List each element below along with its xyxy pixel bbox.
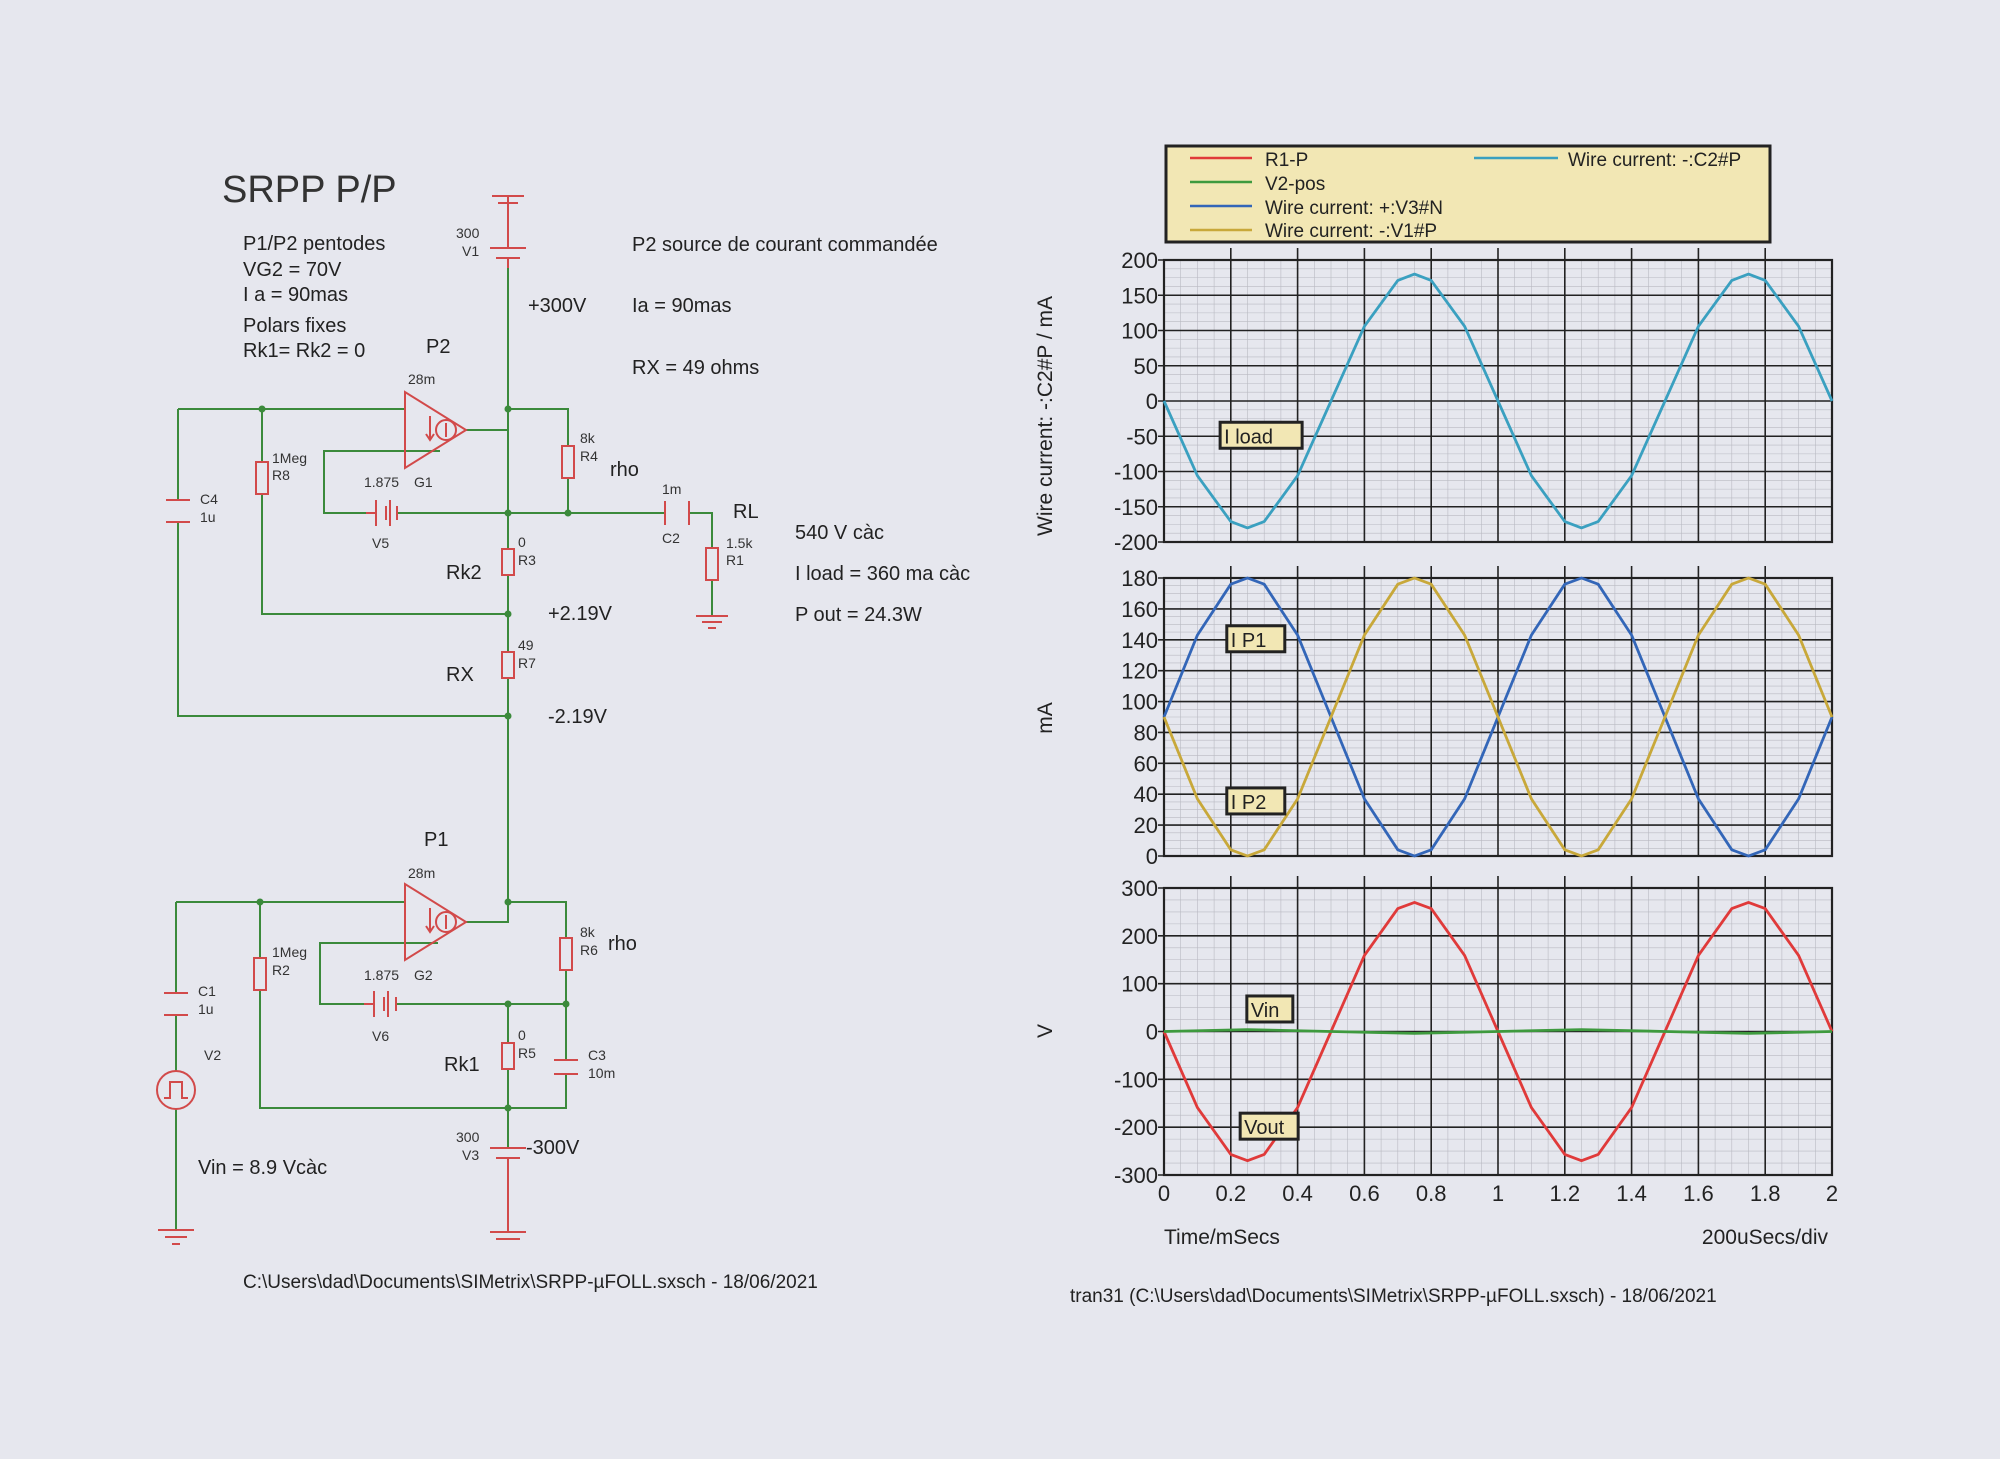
y-tick-label: -150 [1113,494,1158,520]
g2-label: G2 [414,967,433,983]
ground-v2 [158,1230,194,1244]
x-tick-label: 1.6 [1683,1181,1714,1206]
c1-label: C1 [198,983,216,999]
c3-value: 10m [588,1065,616,1081]
y-tick-label: -300 [1113,1163,1158,1188]
y-tick-label: 50 [1133,353,1158,379]
resistor-r8 [256,462,268,494]
y-tick-label: 140 [1121,627,1158,653]
y-tick-label: 150 [1121,283,1158,309]
r2-value: 1Meg [272,944,308,960]
v1-label: V1 [462,243,480,259]
note-line: VG2 = 70V [243,259,342,281]
note-line: I a = 90mas [243,284,349,306]
resistor-r3 [502,549,514,575]
resistor-r7 [502,652,514,678]
legend-entry: V2-pos [1265,174,1326,195]
r3-label: R3 [518,552,536,568]
chart-footer: tran31 (C:\Users\dad\Documents\SIMetrix\SRPP-µFOLL.sxsch) - 18/06/2021 [1070,1286,1717,1307]
v3-label: V3 [462,1147,480,1163]
y-tick-label: 40 [1133,782,1158,808]
capacitor-c2 [665,501,689,525]
capacitor-c1 [164,993,188,1015]
annotation-label: Vout [1244,1117,1285,1140]
result-line: 540 V càc [795,522,884,544]
y-tick-label: 20 [1133,813,1158,839]
resistor-r2 [254,958,266,990]
voltage-minus: -300V [526,1137,580,1159]
y-tick-label: 160 [1121,596,1158,622]
y-tick-label: 0 [1145,1019,1158,1045]
r1-label: R1 [726,552,744,568]
y-tick-label: 80 [1133,720,1158,746]
resistor-r6 [560,938,572,970]
node-voltage-pos: +2.19V [548,603,612,625]
rk1-label: Rk1 [444,1054,480,1076]
schematic-title: SRPP P/P [222,169,397,211]
y-tick-label: -50 [1126,424,1158,450]
chart-panel-3 [1114,876,1838,1206]
rk2-label: Rk2 [446,562,482,584]
battery-v6 [364,991,396,1017]
y-tick-label: 300 [1121,876,1158,901]
r3-value: 0 [518,534,526,550]
x-tick-label: 1.4 [1616,1181,1647,1206]
right-note: RX = 49 ohms [632,357,760,379]
supply-v1 [490,196,526,268]
y-tick-label: -100 [1113,459,1158,485]
schematic-footer: C:\Users\dad\Documents\SIMetrix\SRPP-µFOLL.sxsch - 18/06/2021 [243,1272,818,1293]
r5-label: R5 [518,1045,536,1061]
annotation-label: I load [1224,426,1274,449]
result-line: P out = 24.3W [795,604,922,626]
rho-label: rho [610,459,639,481]
annotation-label: I P2 [1230,791,1267,814]
x-tick-label: 0.8 [1415,1181,1447,1206]
annotation-label: I P1 [1230,629,1267,652]
g1-gain: 28m [408,371,436,387]
charts [1034,248,1838,1307]
y-tick-label: 100 [1121,689,1158,715]
r4-value: 8k [580,430,595,446]
x-tick-label: 0.2 [1215,1181,1247,1206]
rho-label: rho [608,933,637,955]
ground-rl [696,616,728,628]
resistor-r4 [562,446,574,478]
r6-value: 8k [580,924,595,940]
chart3-xlabel: Time/mSecs [1164,1226,1280,1249]
schematic [157,169,970,1293]
chart-panel-2 [1121,566,1832,869]
r2-label: R2 [272,962,290,978]
legend [1166,146,1770,242]
legend-entry: R1-P [1265,150,1309,171]
c2-label: C2 [662,530,680,546]
x-tick-label: 1.8 [1749,1181,1781,1206]
p2-label: P2 [426,336,451,358]
x-tick-label: 0 [1157,1181,1171,1206]
x-tick-label: 1 [1491,1181,1505,1206]
supply-v3 [490,1148,526,1239]
junctions [257,406,572,1112]
result-line: I load = 360 ma càc [795,563,971,585]
rx-label: RX [446,664,474,686]
y-tick-label: 120 [1121,658,1158,684]
note-line: Rk1= Rk2 = 0 [243,340,366,362]
annotation-label: Vin [1250,999,1280,1022]
chart1-ylabel: Wire current: -:C2#P / mA [1034,295,1057,537]
y-tick-label: -200 [1113,530,1158,555]
battery-v5 [366,500,397,526]
node-voltage-neg: -2.19V [548,706,607,728]
y-tick-label: -200 [1113,1115,1158,1141]
c4-label: C4 [200,491,218,507]
r6-label: R6 [580,942,598,958]
v2-label: V2 [204,1047,222,1063]
x-tick-label: 0.4 [1282,1181,1313,1206]
y-tick-label: 200 [1121,923,1158,949]
resistor-r1 [706,548,718,580]
right-note: P2 source de courant commandée [632,234,938,256]
c3-label: C3 [588,1047,606,1063]
x-tick-label: 0.6 [1349,1181,1380,1206]
v3-value: 300 [456,1129,480,1145]
c2-value: 1m [662,481,682,497]
v5-value: 1.875 [364,474,400,490]
right-note: Ia = 90mas [632,295,732,317]
vin-note: Vin = 8.9 Vcàc [198,1157,328,1179]
resistor-r5 [502,1043,514,1069]
rl-label: RL [733,501,759,523]
c4-value: 1u [200,509,216,525]
pulse-source-v2 [157,1071,195,1109]
y-tick-label: 100 [1121,318,1158,344]
v1-value: 300 [456,225,480,241]
transconductance-g2 [405,884,466,960]
r8-label: R8 [272,467,290,483]
y-tick-label: 200 [1121,248,1158,273]
legend-entry: Wire current: -:V1#P [1265,221,1438,242]
v5-label: V5 [372,535,390,551]
r4-label: R4 [580,448,598,464]
c1-value: 1u [198,1001,214,1017]
y-tick-label: 0 [1145,844,1158,869]
r7-value: 49 [518,637,534,653]
transconductance-g1 [405,392,466,468]
capacitor-c4 [166,500,190,522]
r1-value: 1.5k [726,535,753,551]
x-tick-label: 1.2 [1549,1181,1581,1206]
x-tick-label: 2 [1825,1181,1839,1206]
legend-entry: Wire current: -:C2#P [1568,150,1742,171]
g1-label: G1 [414,474,433,490]
y-tick-label: 100 [1121,971,1158,997]
p1-label: P1 [424,829,449,851]
note-line: P1/P2 pentodes [243,233,386,255]
y-tick-label: 180 [1121,566,1158,591]
r5-value: 0 [518,1027,526,1043]
g2-gain: 28m [408,865,436,881]
v6-label: V6 [372,1028,390,1044]
y-tick-label: 0 [1145,389,1158,414]
r8-value: 1Meg [272,450,308,466]
chart3-ylabel: V [1034,1023,1057,1039]
voltage-plus: +300V [528,295,587,317]
note-line: Polars fixes [243,315,347,337]
v6-value: 1.875 [364,967,400,983]
capacitor-c3 [554,1060,578,1074]
chart2-ylabel: mA [1034,702,1057,734]
chart3-xlabel-right: 200uSecs/div [1701,1226,1828,1249]
wires [176,268,712,1232]
r7-label: R7 [518,655,536,671]
legend-entry: Wire current: +:V3#N [1265,198,1443,219]
y-tick-label: 60 [1133,751,1158,777]
y-tick-label: -100 [1113,1067,1158,1093]
chart-panel-1 [1114,248,1832,555]
